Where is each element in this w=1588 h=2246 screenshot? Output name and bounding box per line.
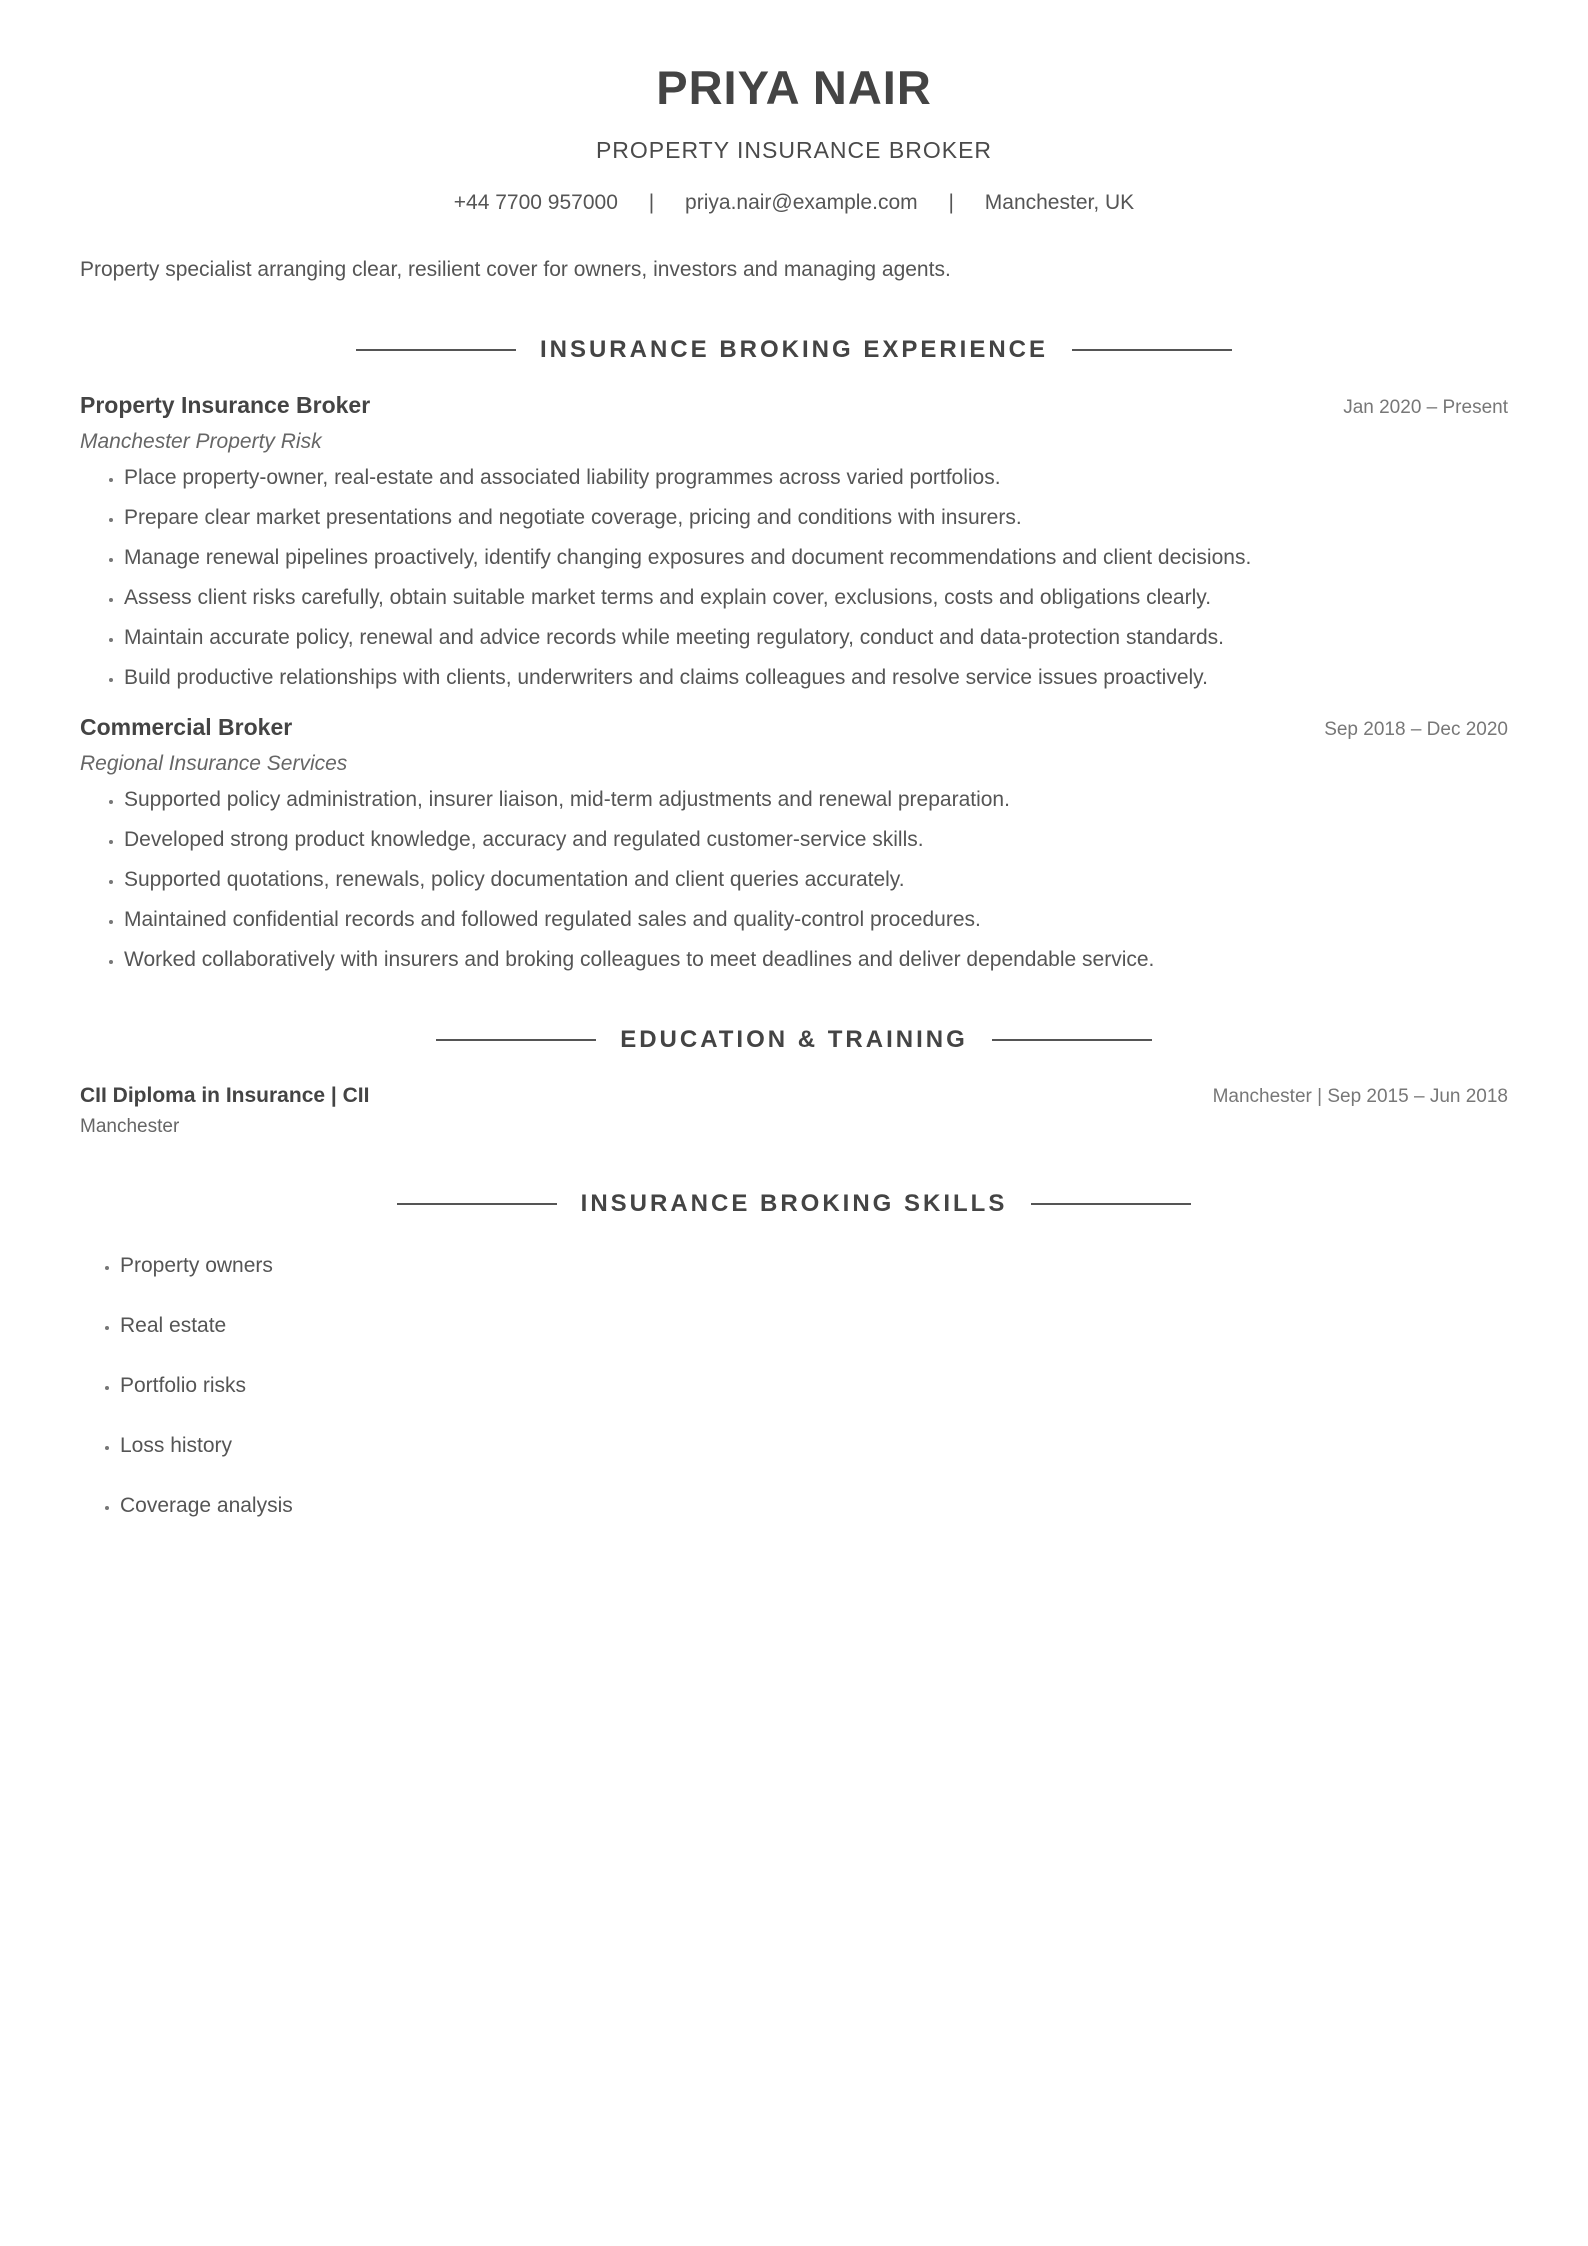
- contact-separator: |: [648, 191, 655, 214]
- job-bullet: • Supported policy administration, insurer liaison, mid-term adjustments and renewal preparation.: [124, 786, 1508, 814]
- heading-rule-right: [1031, 1203, 1191, 1205]
- job-bullet: • Manage renewal pipelines proactively, identify changing exposures and document recommendations and client decisions.: [124, 544, 1508, 572]
- job-title: Property Insurance Broker: [80, 392, 371, 418]
- job-company: Manchester Property Risk: [80, 430, 322, 453]
- job-dates: Jan 2020 – Present: [1343, 397, 1508, 418]
- job-entry: [80, 390, 1508, 692]
- skills-heading: [80, 1188, 1508, 1220]
- contact-line: [80, 189, 1508, 217]
- candidate-name: PRIYA NAIR: [656, 61, 932, 114]
- heading-rule-left: [356, 349, 516, 351]
- resume-header: [80, 0, 1508, 217]
- profile-summary: Property specialist arranging clear, resilient cover for owners, investors and managing agents.: [80, 258, 951, 281]
- experience-heading: [80, 334, 1508, 366]
- job-bullet: • Developed strong product knowledge, accuracy and regulated customer-service skills.: [124, 826, 1508, 854]
- skills-heading-label: INSURANCE BROKING SKILLS: [580, 1190, 1008, 1217]
- job-dates: Sep 2018 – Dec 2020: [1324, 719, 1508, 740]
- heading-rule-left: [436, 1039, 596, 1041]
- skills-list: [80, 1252, 1508, 1520]
- education-heading-label: EDUCATION & TRAINING: [620, 1026, 968, 1053]
- skill-item: • Loss history: [120, 1432, 1508, 1460]
- job-bullet: • Supported quotations, renewals, policy documentation and client queries accurately.: [124, 866, 1508, 894]
- job-bullet: • Assess client risks carefully, obtain suitable market terms and explain cover, exclusions, costs and obligations clearly.: [124, 584, 1508, 612]
- heading-rule-right: [1072, 349, 1232, 351]
- job-title: Commercial Broker: [80, 714, 293, 740]
- contact-separator: |: [948, 191, 954, 214]
- job-entry: [80, 712, 1508, 974]
- skill-item: • Property owners: [120, 1252, 1508, 1280]
- education-location: Manchester: [80, 1116, 180, 1137]
- job-bullet: • Maintained confidential records and followed regulated sales and quality-control procedures.: [124, 906, 1508, 934]
- education-meta: Manchester | Sep 2015 – Jun 2018: [1212, 1086, 1508, 1107]
- heading-rule-right: [992, 1039, 1152, 1041]
- education-entry: [80, 1084, 1508, 1138]
- skill-item: • Portfolio risks: [120, 1372, 1508, 1400]
- job-bullet: • Build productive relationships with clients, underwriters and claims colleagues and resolve service issues proactively.: [124, 664, 1508, 692]
- job-bullet-list: [80, 464, 1508, 692]
- education-heading: [80, 1024, 1508, 1056]
- job-header: [80, 390, 1508, 420]
- skill-item: • Coverage analysis: [120, 1492, 1508, 1520]
- contact-phone: +44 7700 957000: [453, 191, 618, 214]
- heading-rule-left: [397, 1203, 557, 1205]
- job-header: [80, 712, 1508, 742]
- job-company: Regional Insurance Services: [80, 752, 348, 775]
- contact-email: priya.nair@example.com: [685, 191, 918, 214]
- skill-item: • Real estate: [120, 1312, 1508, 1340]
- education-title: CII Diploma in Insurance | CII: [80, 1084, 370, 1107]
- experience-heading-label: INSURANCE BROKING EXPERIENCE: [539, 336, 1049, 363]
- candidate-title: PROPERTY INSURANCE BROKER: [595, 137, 993, 163]
- job-bullet: • Maintain accurate policy, renewal and advice records while meeting regulatory, conduct and data-protection standards.: [124, 624, 1508, 652]
- job-bullet: • Worked collaboratively with insurers and broking colleagues to meet deadlines and deliver dependable service.: [124, 946, 1508, 974]
- job-bullet: • Prepare clear market presentations and negotiate coverage, pricing and conditions with insurers.: [124, 504, 1508, 532]
- contact-location: Manchester, UK: [984, 191, 1135, 214]
- job-bullet-list: [80, 786, 1508, 974]
- education-header: [80, 1084, 1508, 1108]
- job-bullet: • Place property-owner, real-estate and associated liability programmes across varied portfolios.: [124, 464, 1508, 492]
